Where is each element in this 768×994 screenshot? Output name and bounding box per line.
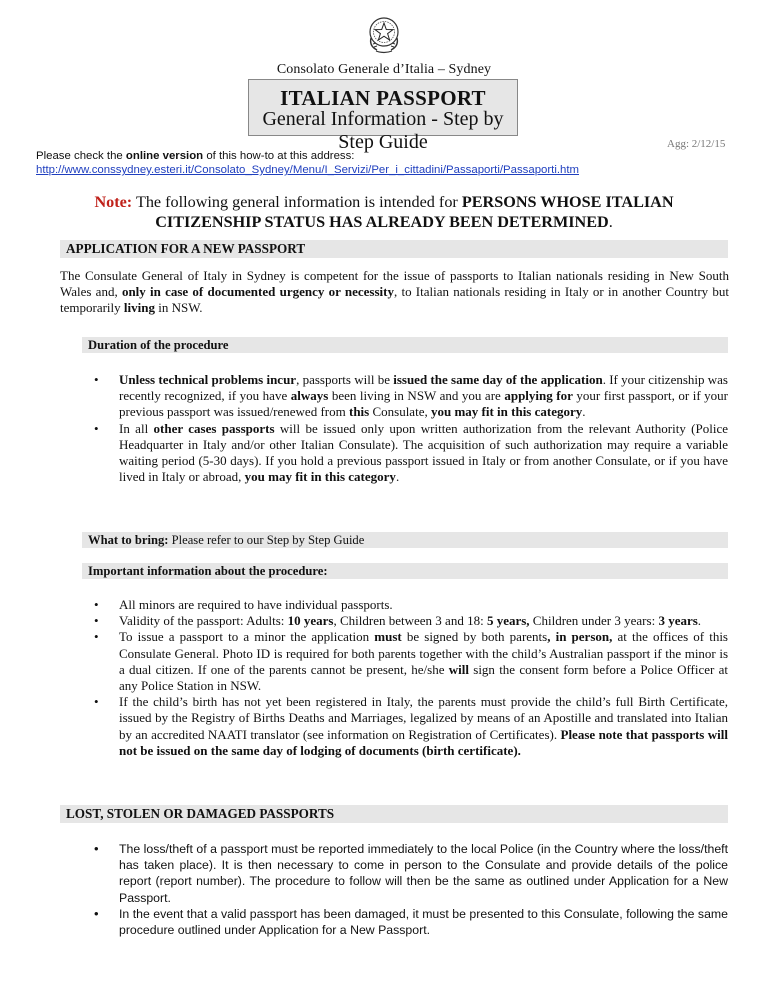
title-box [248, 79, 518, 153]
list-item: • In the event that a valid passport has been damaged, it must be presented to this Consulate, following the same procedure outlined under Application for a New Passport. [94, 906, 728, 938]
list-item: • Validity of the passport: Adults: 10 years, Children between 3 and 18: 5 years, Children under 3 years: 3 years. [94, 613, 728, 629]
what-to-bring-bar: What to bring: Please refer to our Step by Step Guide [82, 532, 728, 548]
important-heading: Important information about the procedure: [82, 563, 728, 579]
lost-list [94, 841, 728, 938]
list-item: • All minors are required to have individual passports. [94, 597, 728, 613]
note-label: Note: [94, 193, 133, 211]
consulate-name: Consolato Generale d’Italia – Sydney [276, 62, 492, 77]
note-box: Note: The following general information is intended for PERSONS WHOSE ITALIAN CITIZENSHIP STATUS HAS ALREADY BEEN DETERMINED. [94, 193, 674, 231]
online-version-notice: Please check the online version of this how-to at this address: http://www.conssydney.esteri.it/Consolato_Sydney/Menu/I_Servizi/Per_i_cittadini/Passaporti/Passaporti.htm [36, 150, 580, 176]
duration-list [94, 372, 728, 485]
list-item: • The loss/theft of a passport must be reported immediately to the local Police (in the Country where the loss/theft has taken place). It is then necessary to come in person to the Consulate and provide details of the police report (report number). The procedure to follow will then be the same as outlined under Application for a New Passport. [94, 841, 728, 906]
online-version-link[interactable]: http://www.conssydney.esteri.it/Consolato_Sydney/Menu/I_Servizi/Per_i_cittadini/Passaporti/Passaporti.htm [36, 164, 580, 176]
duration-heading: Duration of the procedure [82, 337, 728, 353]
page-title: ITALIAN PASSPORT [280, 86, 486, 110]
new-passport-paragraph: The Consulate General of Italy in Sydney is competent for the issue of passports to Italian nationals residing in New South Wales and, only in case of documented urgency or necessity, to Italian nationals residing in Italy or in another Country but temporarily living in NSW. [60, 268, 730, 316]
page-subtitle: General Information - Step by Step Guide [262, 108, 504, 153]
update-date: Agg: 2/12/15 [667, 138, 726, 150]
section-heading-new-passport: APPLICATION FOR A NEW PASSPORT [60, 240, 728, 258]
italian-emblem-icon [367, 14, 401, 54]
list-item: • If the child’s birth has not yet been registered in Italy, the parents must provide the child’s full Birth Certificate, issued by the Registry of Births Deaths and Marriages, legalized by means of an Apostille and translated into Italian by an accredited NAATI translator (see information on Registration of Certificates). Please note that passports will not be issued on the same day of lodging of documents (birth certificate). [94, 694, 728, 759]
list-item: • In all other cases passports will be issued only upon written authorization from the relevant Authority (Police Headquarter in Italy and/or other Italian Consulate). The acquisition of such authorization may require a variable waiting period (5-30 days). If you hold a previous passport issued in Italy or from another Consulate, or if you have lived in Italy or abroad, you may fit in this category. [94, 421, 728, 486]
section-heading-lost-stolen: LOST, STOLEN OR DAMAGED PASSPORTS [60, 805, 728, 823]
list-item: • To issue a passport to a minor the application must be signed by both parents, in person, at the offices of this Consulate General. Photo ID is required for both parents together with the child’s Australian passport if the minor is a dual citizen. If one of the parents cannot be present, he/she will sign the consent form before a Police Officer at any Police Station in NSW. [94, 629, 728, 694]
important-list [94, 597, 728, 759]
list-item: • Unless technical problems incur, passports will be issued the same day of the application. If your citizenship was recently recognized, if you have always been living in NSW and you are applying for your first passport, or if your previous passport was issued/renewed from this Consulate, you may fit in this category. [94, 372, 728, 421]
